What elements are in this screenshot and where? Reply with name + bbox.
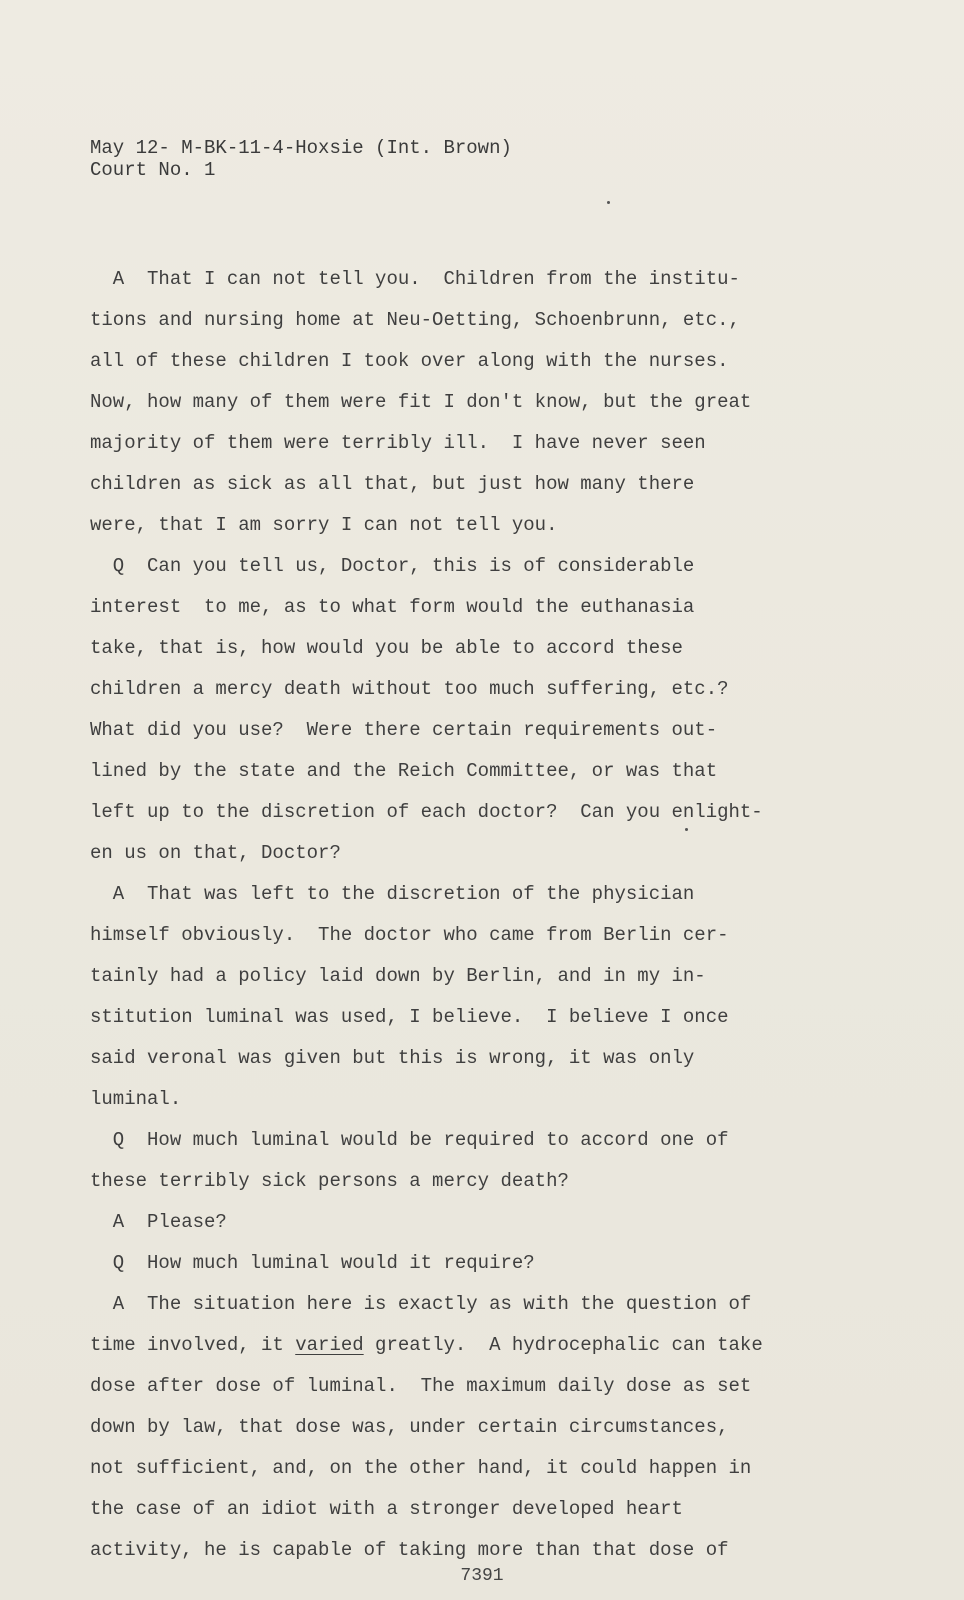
text-line: Now, how many of them were fit I don't know, but the great <box>90 391 752 413</box>
text-line: down by law, that dose was, under certain circumstances, <box>90 1416 729 1438</box>
text-line: A That was left to the discretion of the physician <box>90 883 695 905</box>
text-line: all of these children I took over along with the nurses. <box>90 350 729 372</box>
text-line: Q How much luminal would it require? <box>90 1252 535 1274</box>
text-line: Q How much luminal would be required to accord one of <box>90 1129 729 1151</box>
text-line: activity, he is capable of taking more than that dose of <box>90 1539 729 1561</box>
page-number: 7391 <box>460 1566 504 1586</box>
text-line: What did you use? Were there certain requirements out- <box>90 719 718 741</box>
text-line: en us on that, Doctor? <box>90 842 341 864</box>
text-line: A That I can not tell you. Children from the institu- <box>90 268 740 290</box>
text-line: left up to the discretion of each doctor? Can you enlight- <box>90 801 763 823</box>
text-line: himself obviously. The doctor who came from Berlin cer- <box>90 924 729 946</box>
paper-speck <box>607 201 610 204</box>
header-line-2: Court No. 1 <box>90 159 216 181</box>
text-line: were, that I am sorry I can not tell you. <box>90 514 558 536</box>
text-segment: time involved, it <box>90 1334 296 1356</box>
text-line: take, that is, how would you be able to accord these <box>90 637 683 659</box>
text-segment: greatly. A hydrocephalic can take <box>363 1334 763 1356</box>
text-line: dose after dose of luminal. The maximum daily dose as set <box>90 1375 752 1397</box>
text-line: children a mercy death without too much suffering, etc.? <box>90 678 729 700</box>
text-line: not sufficient, and, on the other hand, it could happen in <box>90 1457 752 1479</box>
document-header <box>90 137 512 181</box>
text-line: Q Can you tell us, Doctor, this is of considerable <box>90 555 695 577</box>
text-line: children as sick as all that, but just how many there <box>90 473 695 495</box>
text-line-with-underline <box>90 1325 930 1366</box>
text-line: these terribly sick persons a mercy death? <box>90 1170 569 1192</box>
text-line: A Please? <box>90 1211 227 1233</box>
text-line: interest to me, as to what form would the euthanasia <box>90 596 695 618</box>
text-line: the case of an idiot with a stronger developed heart <box>90 1498 683 1520</box>
transcript-body <box>90 259 930 1571</box>
text-line: majority of them were terribly ill. I have never seen <box>90 432 706 454</box>
header-line-1: May 12- M-BK-11-4-Hoxsie (Int. Brown) <box>90 137 512 159</box>
text-line: lined by the state and the Reich Committee, or was that <box>90 760 718 782</box>
text-line: stitution luminal was used, I believe. I believe I once <box>90 1006 729 1028</box>
text-line: luminal. <box>90 1088 182 1110</box>
text-line: tions and nursing home at Neu-Oetting, Schoenbrunn, etc., <box>90 309 740 331</box>
text-line: A The situation here is exactly as with the question of <box>90 1293 752 1315</box>
underlined-word: varied <box>295 1334 364 1356</box>
text-line: tainly had a policy laid down by Berlin, and in my in- <box>90 965 706 987</box>
text-line: said veronal was given but this is wrong, it was only <box>90 1047 695 1069</box>
